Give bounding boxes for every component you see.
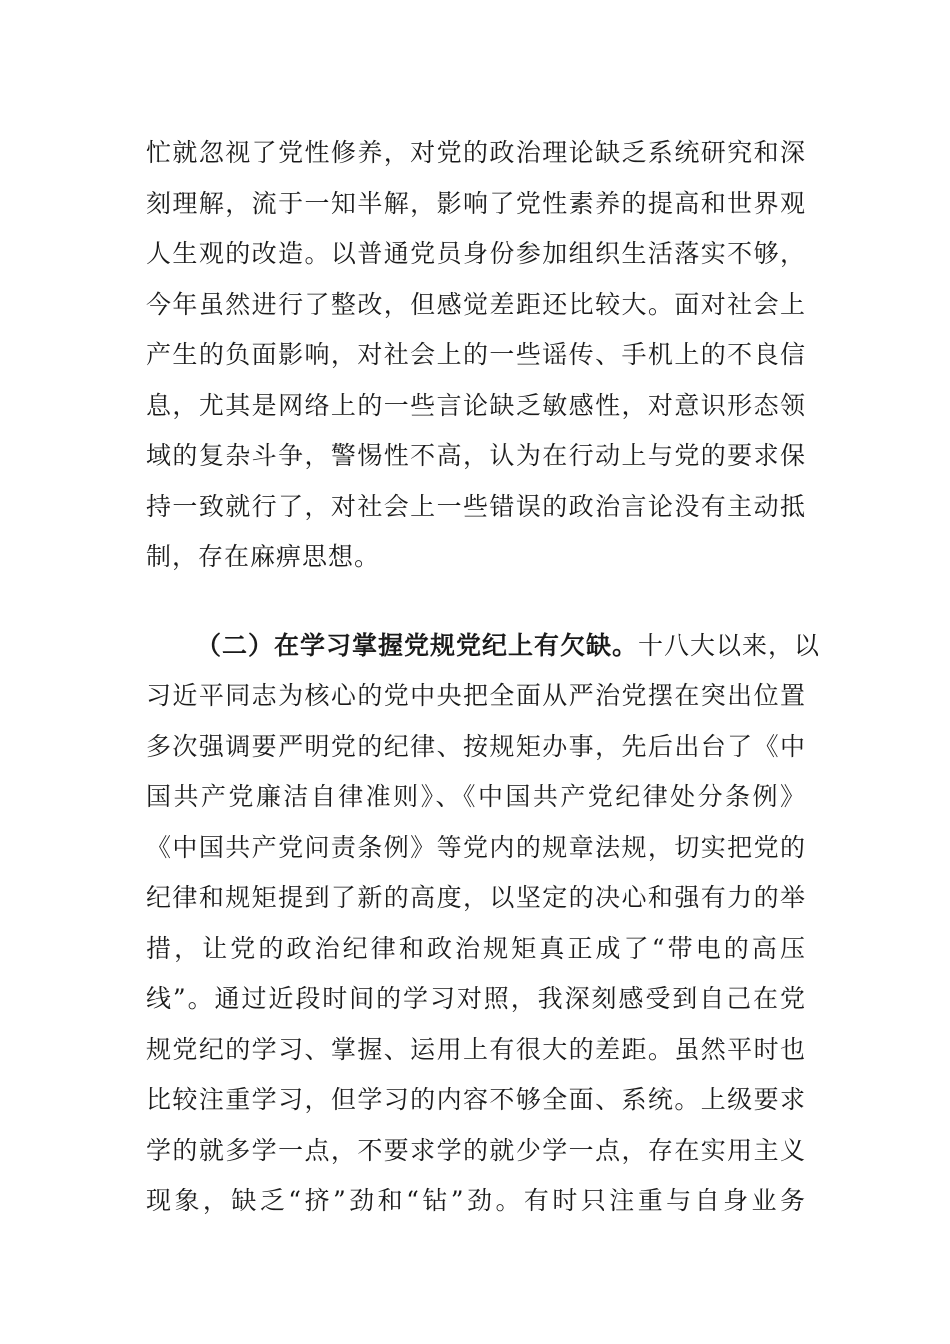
document-body	[146, 128, 821, 1227]
first-line	[146, 621, 821, 672]
text-line: 措，让党的政治纪律和政治规矩真正成了“带电的高压	[146, 933, 806, 963]
text-line: 息，尤其是网络上的一些言论缺乏敏感性，对意识形态领	[146, 390, 806, 420]
text-line: 线”。通过近段时间的学习对照，我深刻感受到自己在党	[146, 984, 806, 1013]
text-line: 域的复杂斗争，警惕性不高，认为在行动上与党的要求保	[146, 441, 806, 470]
text-line: 习近平同志为核心的党中央把全面从严治党摆在突出位置	[146, 681, 806, 710]
paragraph-political-theory	[146, 128, 806, 583]
heading-continuation: 十八大以来，以	[638, 630, 821, 660]
text-line: 持一致就行了，对社会上一些错误的政治言论没有主动抵	[146, 491, 806, 521]
text-line: 规党纪的学习、掌握、运用上有很大的差距。虽然平时也	[146, 1034, 806, 1064]
text-line: 今年虽然进行了整改，但感觉差距还比较大。面对社会上	[146, 289, 806, 319]
text-line: 产生的负面影响，对社会上的一些谣传、手机上的不良信	[146, 340, 806, 369]
text-line: 人生观的改造。以普通党员身份参加组织生活落实不够，	[146, 239, 806, 268]
section-heading: （二）在学习掌握党规党纪上有欠缺。	[196, 630, 639, 660]
text-line: 制，存在麻痹思想。	[146, 542, 381, 571]
text-line: 纪律和规矩提到了新的高度，以坚定的决心和强有力的举	[146, 883, 806, 912]
text-line: 忙就忽视了党性修养，对党的政治理论缺乏系统研究和深	[146, 138, 806, 167]
text-line: 学的就多学一点，不要求学的就少学一点，存在实用主义	[146, 1135, 806, 1165]
text-line: 刻理解，流于一知半解，影响了党性素养的提高和世界观	[146, 188, 806, 218]
text-line: 比较注重学习，但学习的内容不够全面、系统。上级要求	[146, 1085, 806, 1114]
text-line: 多次强调要严明党的纪律、按规矩办事，先后出台了《中	[146, 731, 806, 761]
text-line: 《中国共产党问责条例》等党内的规章法规，切实把党的	[146, 832, 806, 862]
text-line: 现象，缺乏“挤”劲和“钻”劲。有时只注重与自身业务	[146, 1186, 806, 1215]
paragraph-spacing	[146, 583, 806, 621]
text-line: 国共产党廉洁自律准则》、《中国共产党纪律处分条例》	[146, 782, 806, 811]
paragraph-party-discipline	[146, 621, 821, 1227]
